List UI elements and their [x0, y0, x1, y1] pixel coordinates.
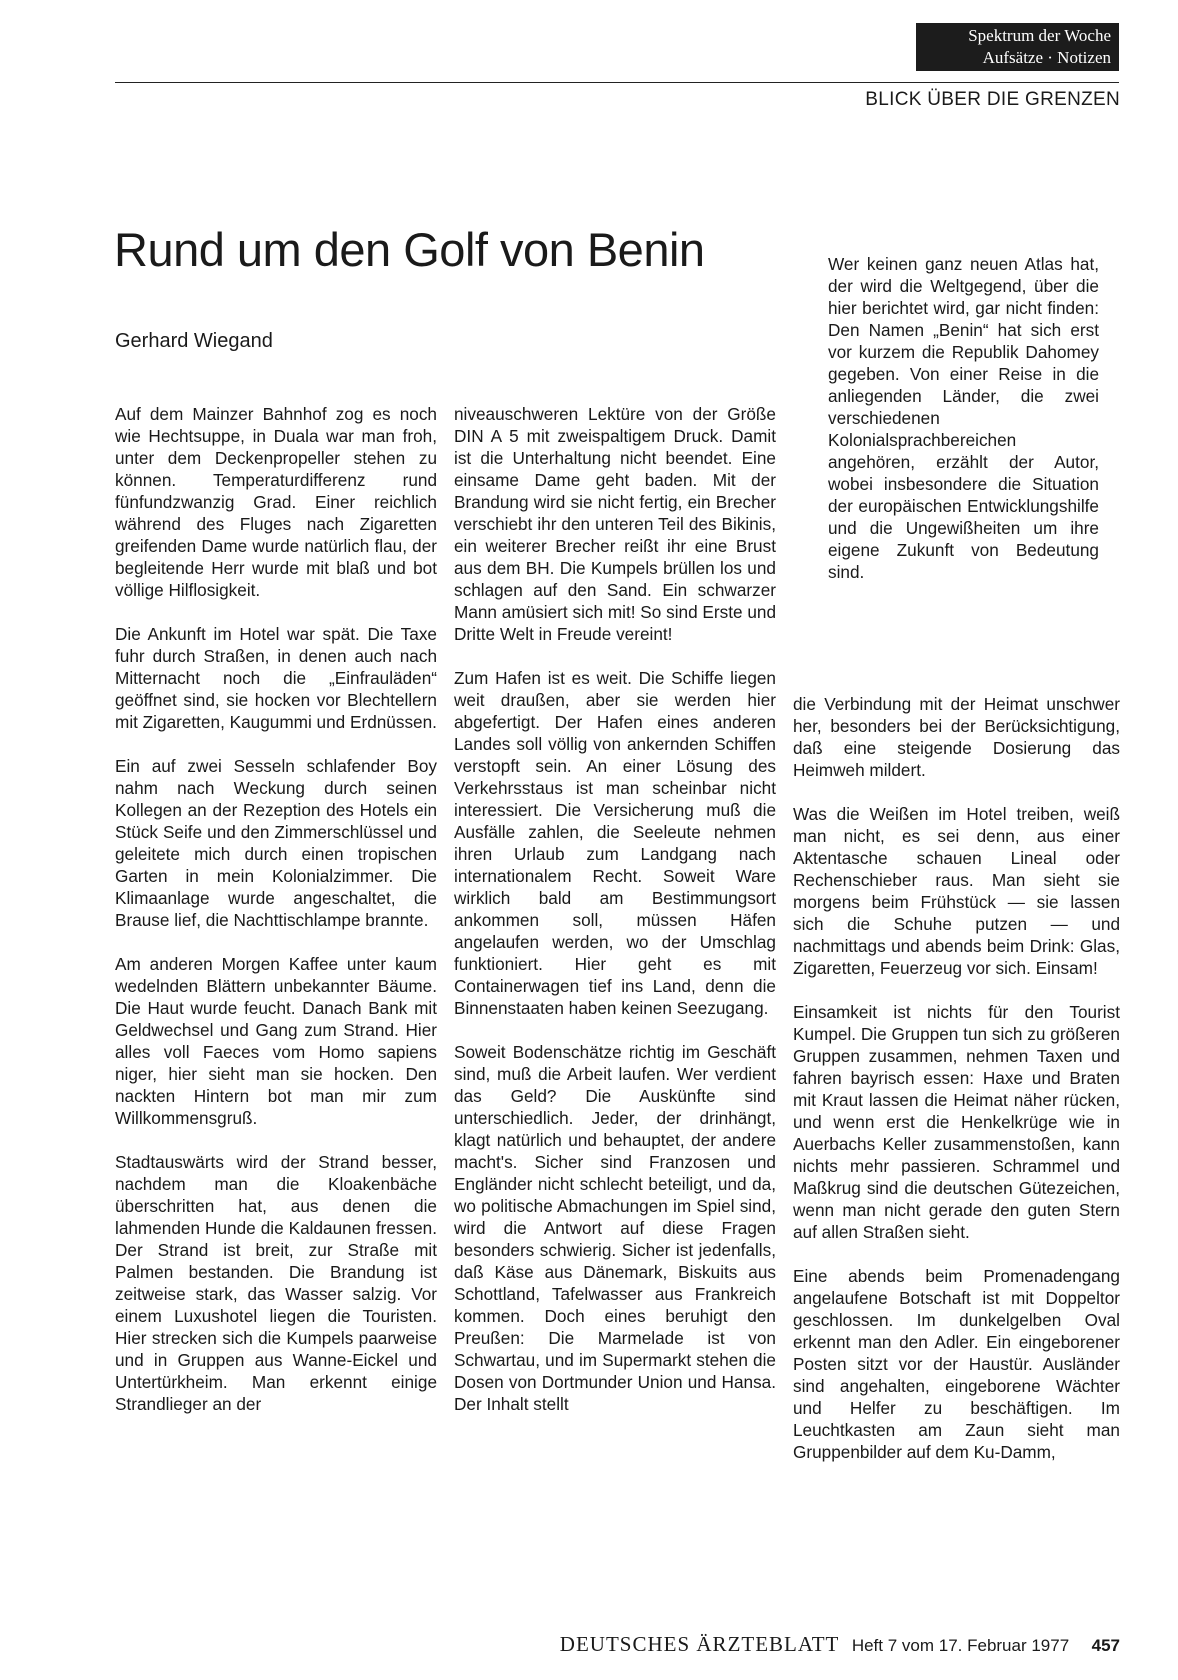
- section-heading: BLICK ÜBER DIE GRENZEN: [865, 89, 1120, 110]
- paragraph: niveauschweren Lektüre von der Größe DIN A 5 mit zweispaltigem Druck. Damit ist die Unterhaltung nicht beendet. Eine einsame Dame geht baden. Mit der Brandung wird sie nicht fertig, ein Brecher verschiebt ihr den unteren Teil des Bikinis, ein weiterer Brecher reißt ihr eine Brust aus dem BH. Die Kumpels brüllen los und schlagen auf den Sand. Ein schwarzer Mann amüsiert sich mit! So sind Erste und Dritte Welt in Freude vereint!: [454, 404, 776, 644]
- badge-line-2: Aufsätze · Notizen: [982, 48, 1111, 67]
- paragraph: die Verbindung mit der Heimat unschwer her, besonders bei der Berücksichtigung, daß eine steigende Dosierung das Heimweh mildert.: [793, 694, 1120, 780]
- paragraph: Soweit Bodenschätze richtig im Geschäft sind, muß die Arbeit laufen. Wer verdient das Geld? Die Auskünfte sind unterschiedlich. Jeder, der drinhängt, klagt natürlich und behauptet, der andere macht's. Sicher sind Franzosen und Engländer nicht schlecht beteiligt, und da, wo politische Abmachungen im Spiel sind, wird die Antwort auf diese Fragen besonders schwierig. Sicher ist jedenfalls, daß Käse aus Dänemark, Biskuits aus Schottland, Tafelwasser aus Frankreich kommen. Doch eines beruhigt den Preußen: Die Marmelade ist von Schwartau, und im Supermarkt stehen die Dosen von Dortmunder Union und Hansa. Der Inhalt stellt: [454, 1042, 776, 1414]
- text-column-3: [793, 693, 1120, 1463]
- paragraph: Einsamkeit ist nichts für den Tourist Kumpel. Die Gruppen tun sich zu größeren Gruppen zusammen, nehmen Taxen und fahren bayrisch essen: Haxe und Braten mit Kraut lassen die Heimat näher rücken, und wenn erst die Henkelkrüge wie in Auerbachs Keller zusammenstoßen, kann nichts mehr passieren. Schrammel und Maßkrug sind die deutschen Gütezeichen, wenn man nicht gerade den guten Stern auf allen Straßen sieht.: [793, 1002, 1120, 1242]
- article-lead: Wer keinen ganz neuen Atlas hat, der wird die Weltgegend, über die hier berichtet wird, gar nicht finden: Den Namen „Benin“ hat sich erst vor kurzem die Republik Dahomey gegeben. Von einer Reise in die anliegenden Länder, die zwei verschiedenen Kolonialsprachbereichen angehören, erzählt der Autor, wobei insbesondere die Situation der europäischen Entwicklungshilfe und die Ungewißheiten um ihre eigene Zukunft von Bedeutung sind.: [828, 254, 1099, 582]
- issue-info: Heft 7 vom 17. Februar 1977: [851, 1636, 1070, 1655]
- paragraph: Am anderen Morgen Kaffee unter kaum wedelnden Blättern unbekannter Bäume. Die Haut wurde feucht. Danach Bank mit Geldwechsel und Gang zum Strand. Hier alles voll Faeces vom Homo sapiens niger, hier sieht man sie hocken. Den nackten Hintern bot man mir zum Willkommensgruß.: [115, 954, 437, 1128]
- paragraph: Eine abends beim Promenadengang angelaufene Botschaft ist mit Doppeltor geschlossen. Im dunkelgelben Oval erkennt man den Adler. Ein eingeborener Posten sitzt vor der Haustür. Ausländer sind angehalten, eingeborene Wächter und Helfer zu beschäftigen. Im Leuchtkasten am Zaun sieht man Gruppenbilder auf dem Ku-Damm,: [793, 1266, 1120, 1462]
- magazine-name: DEUTSCHES ÄRZTEBLATT: [559, 1632, 840, 1656]
- paragraph: Zum Hafen ist es weit. Die Schiffe liegen weit draußen, aber sie werden hier abgefertigt. Der Hafen eines anderen Landes soll völlig von ankernden Schiffen verstopft sein. An einer Lösung des Verkehrsstaus ist man scheinbar nicht interessiert. Die Versicherung muß die Ausfälle zahlen, die Seeleute nehmen ihren Urlaub zum Landgang nach internationalem Recht. Soweit Ware wirklich bald am Bestimmungsort ankommen soll, müssen Häfen angelaufen werden, wo der Umschlag funktioniert. Hier geht es mit Containerwagen tief ins Land, denn die Binnenstaaten haben keinen Seezugang.: [454, 668, 776, 1018]
- paragraph: Auf dem Mainzer Bahnhof zog es noch wie Hechtsuppe, in Duala war man froh, unter dem Deckenpropeller stehen zu können. Temperaturdifferenz rund fünfundzwanzig Grad. Einer reichlich während des Fluges nach Zigaretten greifenden Dame wurde natürlich flau, der begleitende Herr wurde mit blaß und bot völlige Hilflosigkeit.: [115, 404, 437, 600]
- paragraph: Stadtauswärts wird der Strand besser, nachdem man die Kloakenbäche überschritten hat, aus denen die lahmenden Hunde die Kaldaunen fressen. Der Strand ist breit, zur Straße mit Palmen bestanden. Die Brandung ist zeitweise stark, das Wasser salzig. Vor einem Luxushotel liegen die Touristen. Hier strecken sich die Kumpels paarweise und in Gruppen aus Wanne-Eickel und Untertürkheim. Man erkennt einige Strandlieger an der: [115, 1152, 437, 1414]
- page-footer: [480, 1632, 1120, 1657]
- article-author: Gerhard Wiegand: [115, 330, 273, 352]
- badge-line-1: Spektrum der Woche: [968, 26, 1111, 45]
- article-title: Rund um den Golf von Benin: [114, 223, 705, 276]
- paragraph: Was die Weißen im Hotel treiben, weiß man nicht, es sei denn, aus einer Aktentasche schauen Lineal oder Rechenschieber raus. Man sieht sie morgens beim Frühstück — sie lassen sich die Schuhe putzen — und nachmittags und abends beim Drink: Glas, Zigaretten, Feuerzeug vor sich. Einsam!: [793, 804, 1120, 978]
- section-badge: [916, 23, 1119, 71]
- paragraph: Die Ankunft im Hotel war spät. Die Taxe fuhr durch Straßen, in denen auch nach Mitternacht noch die „Einfrauläden“ geöffnet sind, sie hocken vor Blechtellern mit Zigaretten, Kaugummi und Erdnüssen.: [115, 624, 437, 732]
- header-rule: [115, 82, 1119, 83]
- page-number: 457: [1091, 1636, 1120, 1655]
- text-column-1: [115, 403, 437, 1415]
- text-column-2: [454, 403, 776, 1415]
- paragraph: Ein auf zwei Sesseln schlafender Boy nahm nach Weckung durch seinen Kollegen an der Rezeption des Hotels ein Stück Seife und den Zimmerschlüssel und geleitete mich durch einen tropischen Garten in mein Kolonialzimmer. Die Klimaanlage wurde angeschaltet, die Brause lief, die Nachttischlampe brannte.: [115, 756, 437, 930]
